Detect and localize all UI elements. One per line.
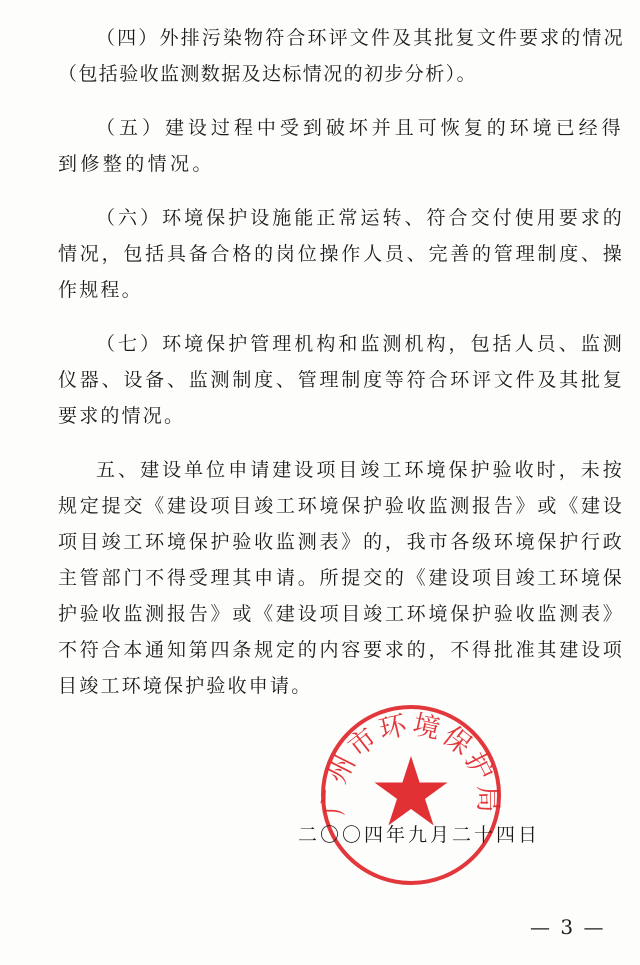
- star-icon: [375, 756, 448, 825]
- document-date: 二〇〇四年九月二十四日: [298, 824, 541, 846]
- paragraph-item-5: （五）建设过程中受到破坏并且可恢复的环境已经得到修整的情况。: [58, 117, 624, 175]
- paragraph-item-4: （四）外排污染物符合环评文件及其批复文件要求的情况（包括验收监测数据及达标情况的初步分析）。: [58, 27, 624, 85]
- document-body: [58, 20, 624, 704]
- paragraph-item-7: （七）环境保护管理机构和监测机构，包括人员、监测仪器、设备、监测制度、管理制度等符合环评文件及其批复要求的情况。: [58, 333, 624, 427]
- page-number: — 3 —: [530, 915, 606, 939]
- official-seal-icon: [318, 702, 504, 888]
- paragraph-item-6: （六）环境保护设施能正常运转、符合交付使用要求的情况，包括具备合格的岗位操作人员、完善的管理制度、操作规程。: [58, 207, 624, 301]
- paragraph-section-5: 五、建设单位申请建设项目竣工环境保护验收时，未按规定提交《建设项目竣工环境保护验收监测报告》或《建设项目竣工环境保护验收监测表》的，我市各级环境保护行政主管部门不得受理其申请。所提交的《建设项目竣工环境保护验收监测报告》或《建设项目竣工环境保护验收监测表》不符合本通知第四条规定的内容要求的，不得批准其建设项目竣工环境保护验收申请。: [58, 459, 624, 697]
- seal-text: 广州市环境保护局: [318, 709, 504, 816]
